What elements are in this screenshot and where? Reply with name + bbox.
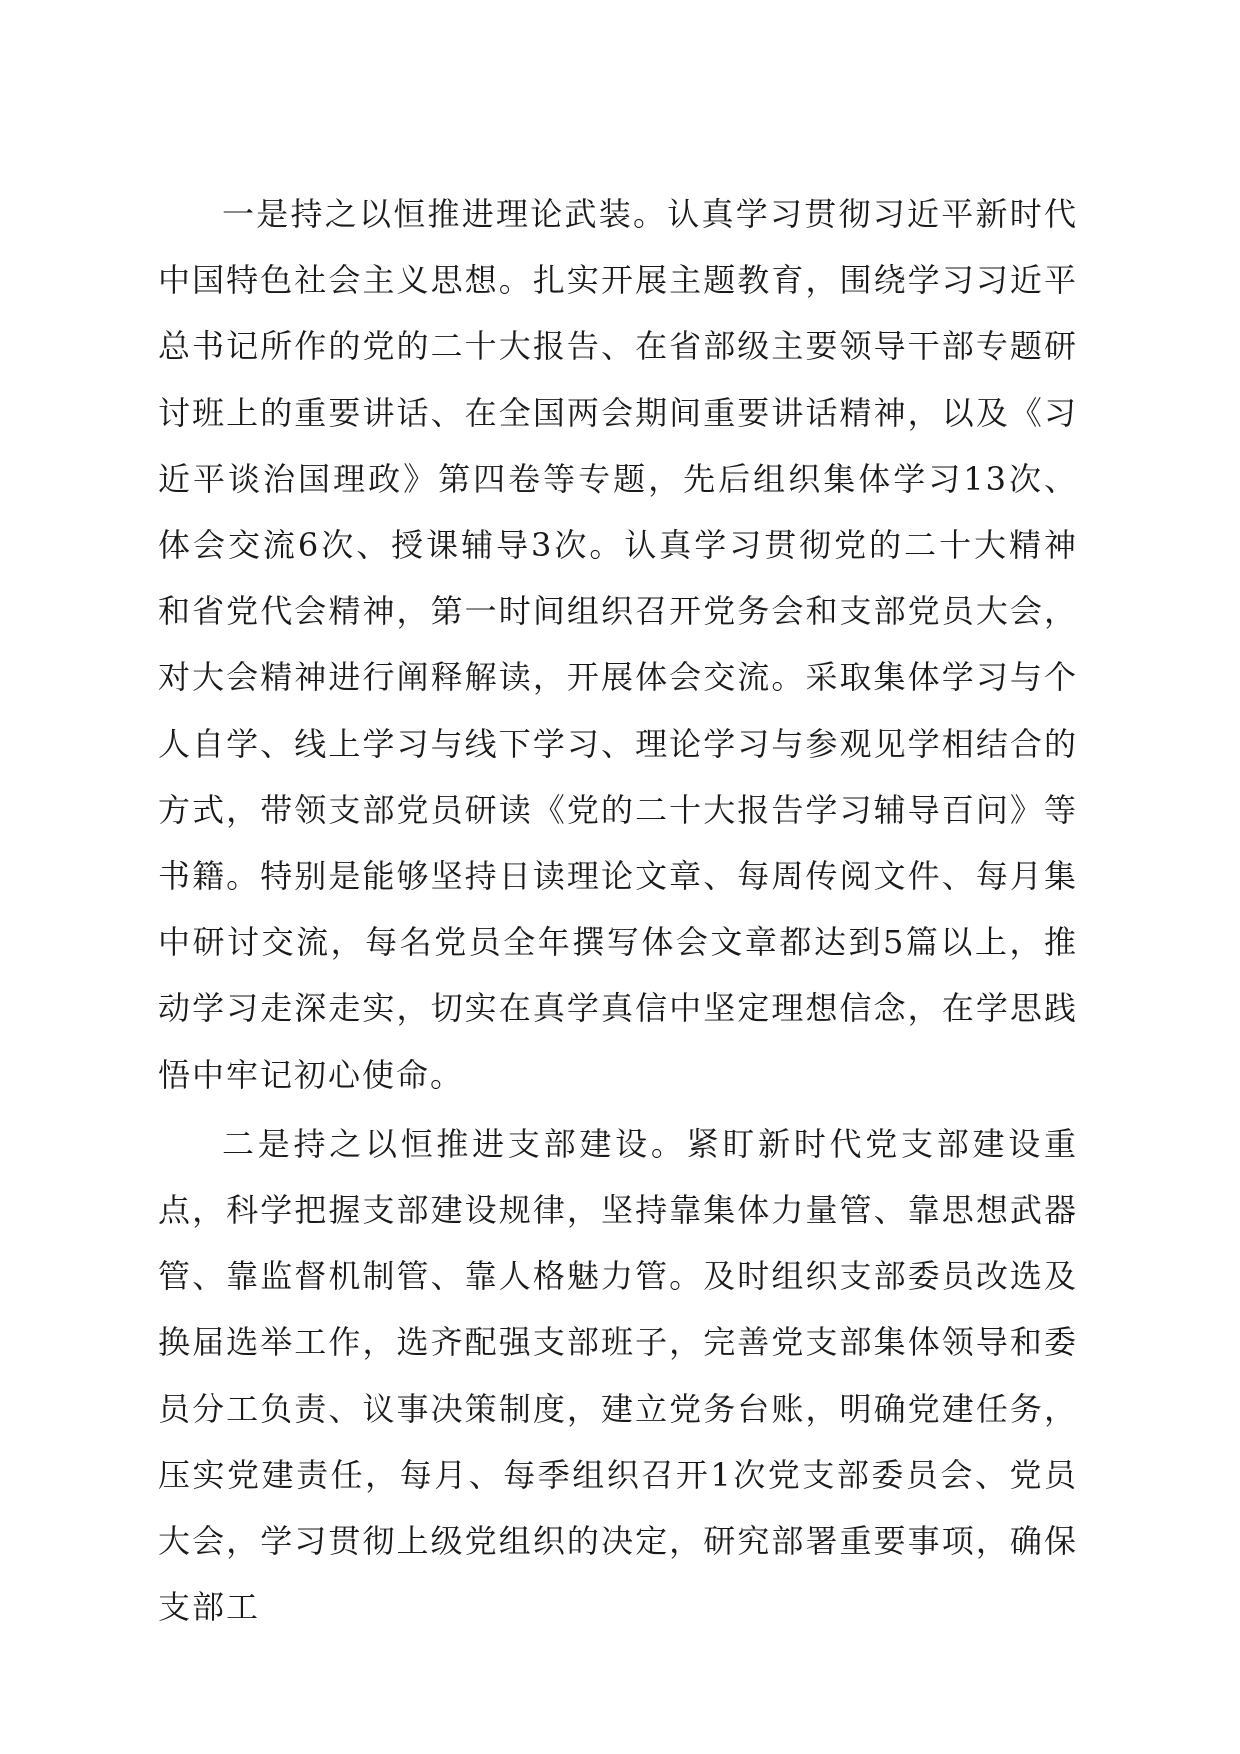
paragraph-theory-study: 一是持之以恒推进理论武装。认真学习贯彻习近平新时代中国特色社会主义思想。扎实开展主题教育，围绕学习习近平总书记所作的党的二十大报告、在省部级主要领导干部专题研讨班上的重要讲话、在全国两会期间重要讲话精神，以及《习近平谈治国理政》第四卷等专题，先后组织集体学习13次、体会交流6次、授课辅导3次。认真学习贯彻党的二十大精神和省党代会精神，第一时间组织召开党务会和支部党员大会，对大会精神进行阐释解读，开展体会交流。采取集体学习与个人自学、线上学习与线下学习、理论学习与参观见学相结合的方式，带领支部党员研读《党的二十大报告学习辅导百问》等书籍。特别是能够坚持日读理论文章、每周传阅文件、每月集中研讨交流，每名党员全年撰写体会文章都达到5篇以上，推动学习走深走实，切实在真学真信中坚定理想信念，在学思践悟中牢记初心使命。	[158, 195, 1078, 1094]
document-body	[158, 181, 1078, 1640]
paragraph-branch-building: 二是持之以恒推进支部建设。紧盯新时代党支部建设重点，科学把握支部建设规律，坚持靠集体力量管、靠思想武器管、靠监督机制管、靠人格魅力管。及时组织支部委员改选及换届选举工作，选齐配强支部班子，完善党支部集体领导和委员分工负责、议事决策制度，建立党务台账，明确党建任务，压实党建责任，每月、每季组织召开1次党支部委员会、党员大会，学习贯彻上级党组织的决定，研究部署重要事项，确保支部工	[158, 1124, 1078, 1627]
